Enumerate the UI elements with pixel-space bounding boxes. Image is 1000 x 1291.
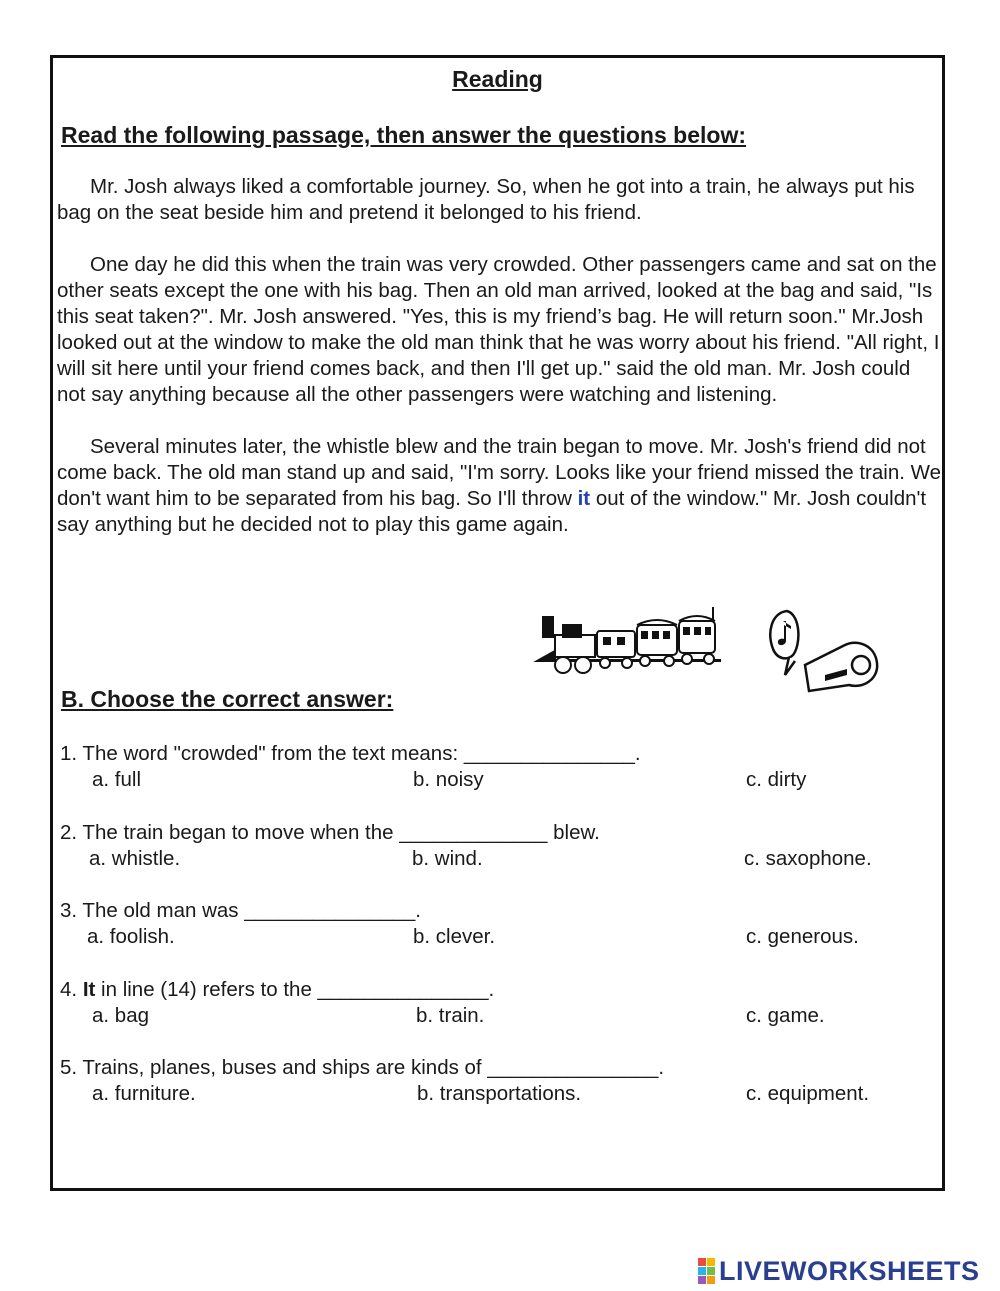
option-c[interactable]: c. dirty bbox=[746, 768, 807, 791]
train-icon bbox=[533, 603, 728, 678]
option-b[interactable]: b. train. bbox=[416, 1004, 485, 1027]
option-c[interactable]: c. game. bbox=[746, 1004, 825, 1027]
section-b-heading: B. Choose the correct answer: bbox=[61, 686, 394, 712]
option-b[interactable]: b. clever. bbox=[413, 925, 496, 948]
question-1 bbox=[60, 741, 940, 793]
option-a[interactable]: a. bag bbox=[92, 1004, 149, 1027]
question-stem: 4. It in line (14) refers to the _______________. bbox=[60, 978, 495, 1001]
passage-paragraph-3: Several minutes later, the whistle blew and the train began to move. Mr. Josh's friend did not come back. The old man stand up and said, "I'm sorry. Looks like your friend missed the train. We don't want him to be separated from his bag. So I'll throw it out of the window." Mr. Josh couldn't say anything but he decided not to play this game again. bbox=[57, 435, 941, 536]
option-a[interactable]: a. furniture. bbox=[92, 1082, 196, 1105]
reading-passage bbox=[57, 174, 941, 564]
question-3 bbox=[60, 898, 940, 950]
option-b[interactable]: b. wind. bbox=[412, 847, 483, 870]
option-a[interactable]: a. foolish. bbox=[87, 925, 175, 948]
question-stem: 1. The word "crowded" from the text means: _______________. bbox=[60, 742, 641, 765]
instruction-heading: Read the following passage, then answer the questions below: bbox=[61, 122, 746, 148]
option-b[interactable]: b. transportations. bbox=[417, 1082, 582, 1105]
option-c[interactable]: c. generous. bbox=[746, 925, 859, 948]
highlighted-word-it: it bbox=[577, 487, 591, 510]
logo-text: LIVEWORKSHEETS bbox=[719, 1255, 980, 1286]
bold-word-it: It bbox=[82, 978, 96, 1001]
question-stem: 5. Trains, planes, buses and ships are kinds of _______________. bbox=[60, 1056, 665, 1079]
question-2 bbox=[60, 820, 940, 872]
option-b[interactable]: b. noisy bbox=[413, 768, 484, 791]
option-a[interactable]: a. whistle. bbox=[89, 847, 181, 870]
question-stem: 3. The old man was _______________. bbox=[60, 899, 421, 922]
logo-blocks-icon bbox=[698, 1258, 715, 1284]
option-c[interactable]: c. saxophone. bbox=[744, 847, 872, 870]
option-c[interactable]: c. equipment. bbox=[746, 1082, 870, 1105]
question-stem: 2. The train began to move when the _____________ blew. bbox=[60, 821, 600, 844]
option-a[interactable]: a. full bbox=[92, 768, 141, 791]
question-4 bbox=[60, 977, 940, 1029]
passage-paragraph-2: One day he did this when the train was very crowded. Other passengers came and sat on the other seats except the one with his bag. Then an old man arrived, looked at the bag and said, "Is this seat taken?". Mr. Josh answered. "Yes, this is my friend’s bag. He will return soon." Mr.Josh looked out at the window to make the old man think that he was worry about his friend. "All right, I will sit here until your friend comes back, and then I'll get up." said the old man. Mr. Josh could not say anything because all the other passengers were watching and listening. bbox=[57, 253, 940, 406]
worksheet-frame bbox=[50, 55, 945, 1191]
question-5 bbox=[60, 1055, 940, 1107]
whistle-icon bbox=[765, 605, 885, 697]
passage-paragraph-1: Mr. Josh always liked a comfortable journey. So, when he got into a train, he always put his bag on the seat beside him and pretend it belonged to his friend. bbox=[57, 175, 915, 224]
liveworksheets-logo[interactable] bbox=[698, 1256, 980, 1286]
page-title: Reading bbox=[452, 66, 543, 92]
